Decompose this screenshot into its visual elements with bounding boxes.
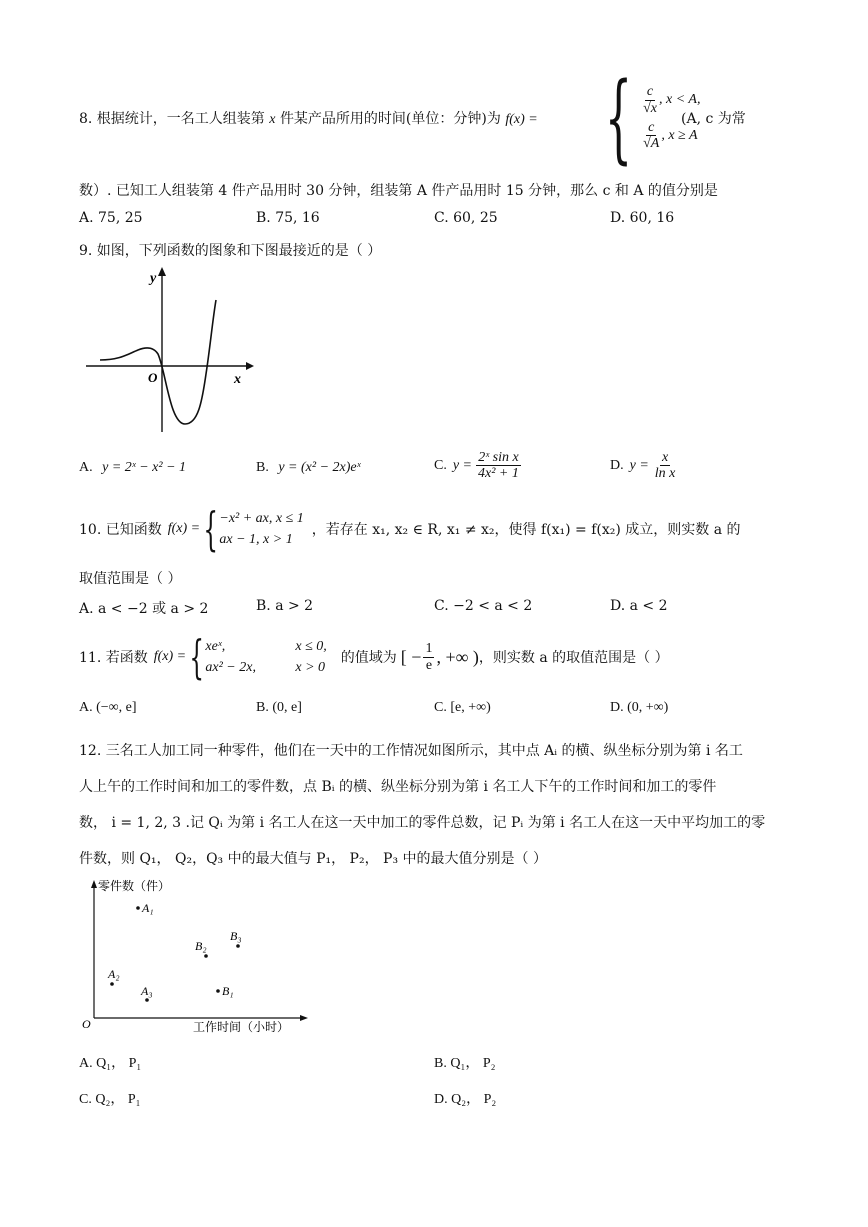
q11-option-b: B. (0, e]	[256, 700, 302, 715]
q12-point-b3	[236, 944, 240, 948]
q9-origin: O	[148, 370, 158, 385]
q12-label-a2: A₂	[108, 967, 120, 981]
q12-point-a1	[136, 906, 140, 910]
q11-cases	[205, 636, 326, 678]
q9-option-c-frac	[476, 450, 521, 482]
q11-case2-expr: ax² − 2x,	[205, 660, 256, 675]
q11-stem	[79, 632, 669, 682]
q9-option-d	[610, 450, 677, 482]
q9-option-a-label: A.	[79, 460, 93, 475]
q12-label-b1: B₁	[222, 984, 234, 998]
q12-xlabel: 工作时间（小时）	[193, 1020, 290, 1034]
q9-option-a-expr: y = 2ˣ − x² − 1	[102, 460, 187, 475]
q10-option-a: A. a < −2 或 a > 2	[79, 601, 209, 617]
q11-option-d: D. (0, +∞)	[610, 700, 669, 715]
q10-case2: ax − 1, x > 1	[219, 532, 293, 547]
q12-point-b1	[216, 989, 220, 993]
q11-case1-expr: xeˣ,	[205, 639, 226, 654]
q12-option-a: A. Q₁， P₁	[79, 1056, 142, 1071]
q8-line2: 数）. 已知工人组装第 4 件产品用时 30 分钟，组装第 A 件产品用时 15 分钟，那么 c 和 A 的值分别是	[79, 183, 718, 199]
q12-line4: 件数，则 Q₁， Q₂，Q₃ 中的最大值与 P₁， P₂， P₃ 中的最大值分别是（ ）	[79, 851, 547, 867]
q11-prefix: 11. 若函数	[79, 650, 148, 666]
q10-case1: −x² + ax, x ≤ 1	[219, 511, 304, 526]
q8-text-b: 件某产品所用的时间(单位：分钟)为	[279, 111, 501, 127]
q8-option-d: D. 60, 16	[610, 210, 675, 226]
q10-suffix: ，若存在 x₁, x₂ ∈ R, x₁ ≠ x₂，使得 f(x₁) = f(x₂) 成立，则实数 a 的	[311, 522, 741, 538]
q8-brace: {	[604, 62, 633, 174]
q8-option-c: C. 60, 25	[434, 210, 498, 226]
q9-curve	[100, 300, 216, 424]
q12-line1: 12. 三名工人加工同一种零件，他们在一天中的工作情况如图所示，其中点 Aᵢ 的横、纵坐标分别为第 i 名工	[79, 743, 743, 759]
q12-y-arrow	[91, 880, 97, 888]
q9-option-a	[79, 460, 186, 476]
q8-case1-num: c	[646, 84, 654, 100]
q9-option-b-label: B.	[256, 460, 269, 475]
q11-option-a: A. (−∞, e]	[79, 700, 137, 715]
q12-line2: 人上午的工作时间和加工的零件数，点 Bᵢ 的横、纵坐标分别为第 i 名工人下午的工作时间和加工的零件	[79, 779, 717, 795]
q11-case2-cond: x > 0	[295, 660, 326, 675]
q11-range-frac	[423, 641, 434, 673]
q8-text-a: 8. 根据统计，一名工人组装第	[79, 111, 265, 127]
q12-point-a2	[110, 982, 114, 986]
q10-fx: f(x) =	[167, 521, 201, 536]
q12-scatter	[78, 874, 318, 1036]
q10-prefix: 10. 已知函数	[79, 522, 162, 538]
q8-stem	[79, 108, 538, 128]
q12-label-a3: A₃	[141, 984, 153, 998]
q11-option-c: C. [e, +∞)	[434, 700, 491, 715]
q8-option-b: B. 75, 16	[256, 210, 320, 226]
q9-y-arrow	[158, 267, 166, 276]
q9-option-c-lhs: y =	[452, 457, 473, 473]
q11-case1	[205, 636, 326, 657]
q10-brace: {	[203, 502, 219, 556]
q11-range	[401, 641, 479, 673]
q12-label-b2: B₂	[195, 939, 207, 953]
q9-option-d-frac	[653, 450, 678, 482]
q12-label-b3: B₃	[230, 929, 242, 943]
q9-option-d-label: D.	[610, 457, 624, 473]
q9-option-c-den: 4x² + 1	[478, 466, 519, 482]
q9-axis-y: y	[150, 271, 157, 286]
q8-case1-cond: , x < A,	[658, 92, 701, 108]
q10-option-c: C. −2 < a < 2	[434, 598, 533, 614]
q8-text-c: (A, c 为常	[681, 111, 746, 127]
q10-cases	[219, 508, 303, 550]
q8-case1-frac	[641, 84, 659, 116]
q11-case1-cond: x ≤ 0,	[295, 639, 327, 654]
q9-axis-x: x	[234, 372, 241, 387]
q12-point-a3	[145, 998, 149, 1002]
q12-label-a1: A₁	[142, 901, 154, 915]
q12-option-b: B. Q₁， P₂	[434, 1056, 496, 1071]
q11-case2	[205, 657, 326, 678]
q8-case2-num: c	[648, 120, 655, 135]
q10-option-d: D. a < 2	[610, 598, 668, 614]
q11-fx: f(x) =	[153, 649, 187, 664]
q9-graph	[80, 262, 260, 437]
q8-case2-den: √A	[643, 136, 660, 152]
q12-ylabel: 零件数（件）	[98, 879, 171, 893]
q11-range-left: [ −	[400, 646, 422, 667]
q8-case2-cond: , x ≥ A	[661, 127, 698, 143]
q9-option-b	[256, 460, 361, 476]
q8-fx: f(x) =	[505, 112, 538, 127]
q9-option-b-expr: y = (x² − 2x)eˣ	[278, 460, 361, 475]
q8-option-a: A. 75, 25	[79, 210, 143, 226]
q11-brace: {	[189, 630, 205, 684]
q11-suffix: ，则实数 a 的取值范围是（ ）	[478, 650, 669, 666]
q9-option-d-den: ln x	[654, 466, 676, 482]
q9-stem: 9. 如图，下列函数的图象和下图最接近的是（ ）	[79, 243, 382, 259]
q9-option-c-label: C.	[434, 457, 447, 473]
q9-option-d-lhs: y =	[629, 457, 649, 473]
q12-option-d: D. Q₂， P₂	[434, 1092, 497, 1107]
q11-range-den: e	[425, 657, 433, 673]
q8-case1-den: √x	[643, 100, 657, 116]
q9-x-arrow	[246, 362, 254, 370]
q12-x-arrow	[300, 1015, 308, 1021]
q12-point-b2	[204, 954, 208, 958]
q11-range-num: 1	[425, 641, 433, 657]
q9-option-d-num: x	[661, 450, 669, 465]
q11-range-right: , +∞ )	[436, 646, 479, 667]
q10-option-b: B. a > 2	[256, 598, 314, 614]
q12-option-c: C. Q₂， P₁	[79, 1092, 141, 1107]
q9-option-c-num: 2ˣ sin x	[478, 450, 519, 465]
q10-line2: 取值范围是（ ）	[79, 571, 182, 587]
q9-option-c	[434, 450, 521, 482]
q12-origin: O	[82, 1017, 91, 1031]
q12-line3: 数， i = 1, 2, 3 .记 Qᵢ 为第 i 名工人在这一天中加工的零件总数，记 Pᵢ 为第 i 名工人在这一天中平均加工的零	[79, 815, 766, 831]
q10-stem	[79, 502, 741, 556]
q8-case2-frac	[641, 120, 661, 152]
q8-var-x: x	[269, 112, 276, 127]
q11-mid: 的值域为	[340, 650, 397, 666]
